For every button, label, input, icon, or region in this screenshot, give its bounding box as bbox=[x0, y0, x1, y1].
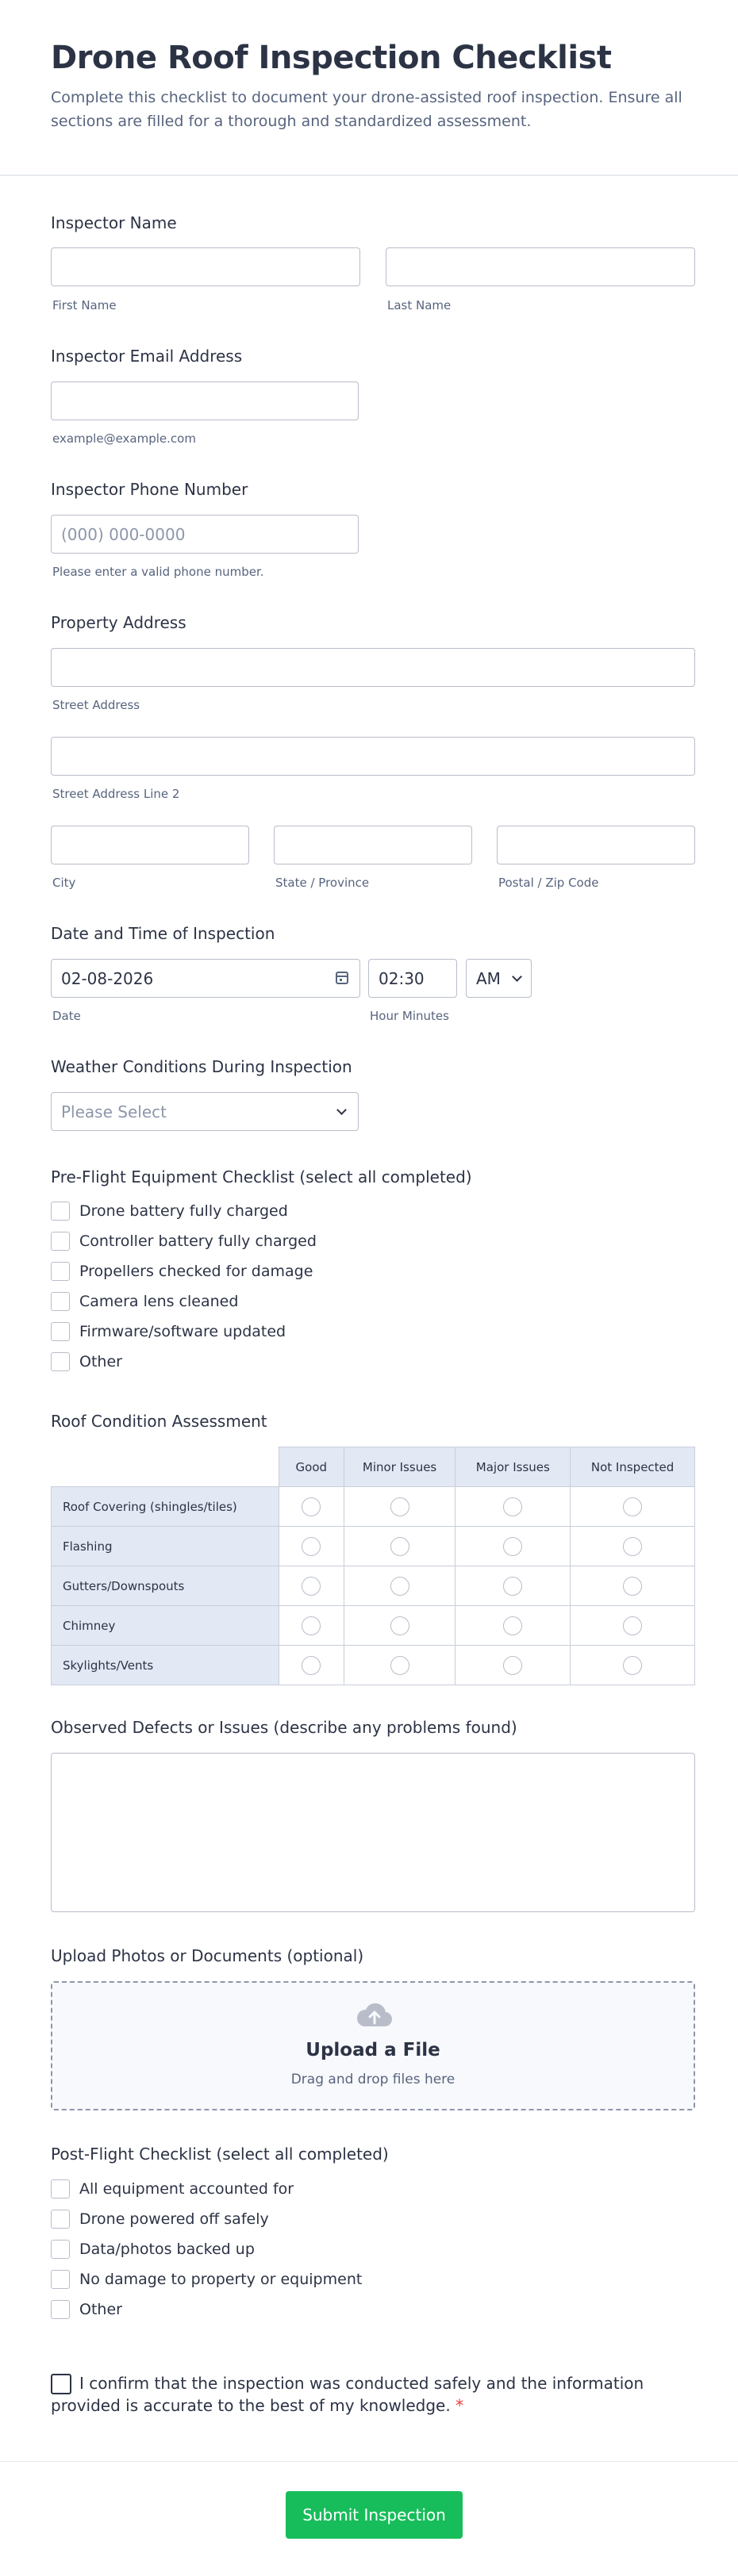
phone-placeholder: (000) 000-0000 bbox=[61, 525, 186, 544]
last-name-input[interactable] bbox=[386, 247, 695, 286]
matrix-column-header: Not Inspected bbox=[571, 1447, 695, 1487]
matrix-row-label: Flashing bbox=[52, 1527, 279, 1566]
radio-button[interactable] bbox=[503, 1497, 522, 1516]
ampm-select[interactable] bbox=[466, 959, 532, 998]
form-subtitle: Complete this checklist to document your drone-assisted roof inspection. Ensure all sections are filled for a thorough and standardized assessment. bbox=[51, 89, 682, 130]
matrix-row bbox=[52, 1566, 695, 1606]
email-label: Inspector Email Address bbox=[51, 347, 243, 366]
weather-selected-value: Please Select bbox=[61, 1102, 167, 1121]
file-upload-dropzone[interactable] bbox=[51, 1981, 695, 2110]
radio-button[interactable] bbox=[302, 1616, 321, 1635]
calendar-icon[interactable] bbox=[336, 972, 348, 984]
ampm-value: AM bbox=[476, 969, 501, 988]
radio-button[interactable] bbox=[390, 1616, 409, 1635]
matrix-row bbox=[52, 1646, 695, 1685]
phone-sublabel: Please enter a valid phone number. bbox=[52, 565, 264, 579]
matrix-header-row bbox=[52, 1447, 695, 1487]
phone-label: Inspector Phone Number bbox=[51, 480, 248, 499]
date-input[interactable] bbox=[51, 959, 360, 998]
checkbox[interactable] bbox=[51, 1202, 70, 1221]
weather-select[interactable] bbox=[51, 1092, 359, 1131]
street-address-sublabel: Street Address bbox=[52, 698, 140, 712]
footer-divider bbox=[0, 2461, 738, 2462]
upload-label: Upload Photos or Documents (optional) bbox=[51, 1946, 364, 1965]
checkbox-label: No damage to property or equipment bbox=[79, 2271, 363, 2288]
matrix-row-label: Chimney bbox=[52, 1606, 279, 1646]
address-label: Property Address bbox=[51, 613, 186, 632]
defects-label: Observed Defects or Issues (describe any problems found) bbox=[51, 1718, 517, 1737]
phone-input[interactable] bbox=[51, 515, 359, 554]
radio-button[interactable] bbox=[623, 1616, 642, 1635]
radio-button[interactable] bbox=[302, 1497, 321, 1516]
radio-button[interactable] bbox=[503, 1577, 522, 1596]
city-input[interactable] bbox=[51, 826, 249, 864]
street-address-line2-input[interactable] bbox=[51, 737, 695, 776]
email-sublabel: example@example.com bbox=[52, 431, 196, 446]
time-value: 02:30 bbox=[379, 969, 425, 988]
form-header bbox=[0, 0, 738, 176]
radio-button[interactable] bbox=[503, 1616, 522, 1635]
form-title: Drone Roof Inspection Checklist bbox=[51, 40, 612, 76]
checkbox[interactable] bbox=[51, 1262, 70, 1281]
checkbox-label: Other bbox=[79, 2301, 122, 2318]
checkbox-label: Propellers checked for damage bbox=[79, 1263, 313, 1280]
confirm-label: I confirm that the inspection was conducted safely and the information provided is accurate to the best of my knowledge. bbox=[51, 2374, 644, 2415]
roof-assessment-label: Roof Condition Assessment bbox=[51, 1412, 267, 1431]
matrix-row bbox=[52, 1487, 695, 1527]
roof-assessment-matrix bbox=[51, 1447, 695, 1685]
matrix-corner bbox=[52, 1447, 279, 1487]
checkbox[interactable] bbox=[51, 1292, 70, 1311]
weather-label: Weather Conditions During Inspection bbox=[51, 1057, 352, 1076]
required-mark: * bbox=[455, 2396, 464, 2415]
inspector-name-label: Inspector Name bbox=[51, 213, 177, 232]
street-address-line2-sublabel: Street Address Line 2 bbox=[52, 787, 180, 801]
email-input[interactable] bbox=[51, 381, 359, 420]
upload-subtitle: Drag and drop files here bbox=[290, 2072, 455, 2087]
checkbox[interactable] bbox=[51, 2270, 70, 2289]
time-input[interactable] bbox=[368, 959, 457, 998]
radio-button[interactable] bbox=[390, 1497, 409, 1516]
chevron-down-icon bbox=[336, 1105, 347, 1115]
time-sublabel: Hour Minutes bbox=[370, 1009, 449, 1023]
radio-button[interactable] bbox=[623, 1497, 642, 1516]
radio-button[interactable] bbox=[390, 1537, 409, 1556]
checkbox-label: Data/photos backed up bbox=[79, 2241, 255, 2258]
radio-button[interactable] bbox=[503, 1656, 522, 1675]
radio-button[interactable] bbox=[390, 1656, 409, 1675]
matrix-column-header: Minor Issues bbox=[344, 1447, 455, 1487]
state-input[interactable] bbox=[274, 826, 472, 864]
checkbox-label: Controller battery fully charged bbox=[79, 1232, 317, 1250]
date-sublabel: Date bbox=[52, 1009, 81, 1023]
matrix-row-label: Roof Covering (shingles/tiles) bbox=[52, 1487, 279, 1527]
postal-code-sublabel: Postal / Zip Code bbox=[498, 876, 599, 890]
city-sublabel: City bbox=[52, 876, 76, 890]
radio-button[interactable] bbox=[390, 1577, 409, 1596]
first-name-sublabel: First Name bbox=[52, 298, 117, 312]
matrix-row-label: Gutters/Downspouts bbox=[52, 1566, 279, 1606]
submit-button[interactable]: Submit Inspection bbox=[286, 2491, 463, 2539]
defects-textarea[interactable] bbox=[51, 1753, 695, 1912]
preflight-label: Pre-Flight Equipment Checklist (select all completed) bbox=[51, 1167, 472, 1186]
matrix-row bbox=[52, 1527, 695, 1566]
upload-title: Upload a File bbox=[306, 2040, 440, 2060]
radio-button[interactable] bbox=[623, 1656, 642, 1675]
checkbox-label: All equipment accounted for bbox=[79, 2180, 294, 2198]
checkbox[interactable] bbox=[51, 1352, 70, 1371]
radio-button[interactable] bbox=[623, 1577, 642, 1596]
state-sublabel: State / Province bbox=[275, 876, 370, 890]
radio-button[interactable] bbox=[302, 1656, 321, 1675]
postflight-label: Post-Flight Checklist (select all completed) bbox=[51, 2145, 389, 2164]
matrix-column-header: Major Issues bbox=[455, 1447, 571, 1487]
radio-button[interactable] bbox=[503, 1537, 522, 1556]
matrix-column-header: Good bbox=[279, 1447, 344, 1487]
first-name-input[interactable] bbox=[51, 247, 360, 286]
matrix-row-label: Skylights/Vents bbox=[52, 1646, 279, 1685]
cloud-upload-icon bbox=[356, 2002, 394, 2027]
checkbox[interactable] bbox=[51, 1322, 70, 1341]
radio-button[interactable] bbox=[302, 1577, 321, 1596]
street-address-input[interactable] bbox=[51, 648, 695, 687]
datetime-label: Date and Time of Inspection bbox=[51, 924, 275, 943]
checkbox[interactable] bbox=[51, 2210, 70, 2229]
matrix-row bbox=[52, 1606, 695, 1646]
radio-button[interactable] bbox=[623, 1537, 642, 1556]
chevron-down-icon bbox=[512, 972, 522, 982]
checkbox[interactable] bbox=[51, 2240, 70, 2259]
confirm-text-block bbox=[51, 2372, 678, 2417]
radio-button[interactable] bbox=[302, 1537, 321, 1556]
date-value: 02-08-2026 bbox=[61, 969, 154, 988]
last-name-sublabel: Last Name bbox=[387, 298, 452, 312]
checkbox-label: Drone powered off safely bbox=[79, 2210, 269, 2228]
checkbox-label: Camera lens cleaned bbox=[79, 1293, 239, 1310]
checkbox[interactable] bbox=[51, 2300, 70, 2319]
checkbox-label: Other bbox=[79, 1353, 122, 1370]
checkbox[interactable] bbox=[51, 2179, 70, 2198]
postal-code-input[interactable] bbox=[497, 826, 695, 864]
checkbox-label: Firmware/software updated bbox=[79, 1323, 286, 1340]
checkbox[interactable] bbox=[51, 1232, 70, 1251]
checkbox-label: Drone battery fully charged bbox=[79, 1202, 288, 1220]
